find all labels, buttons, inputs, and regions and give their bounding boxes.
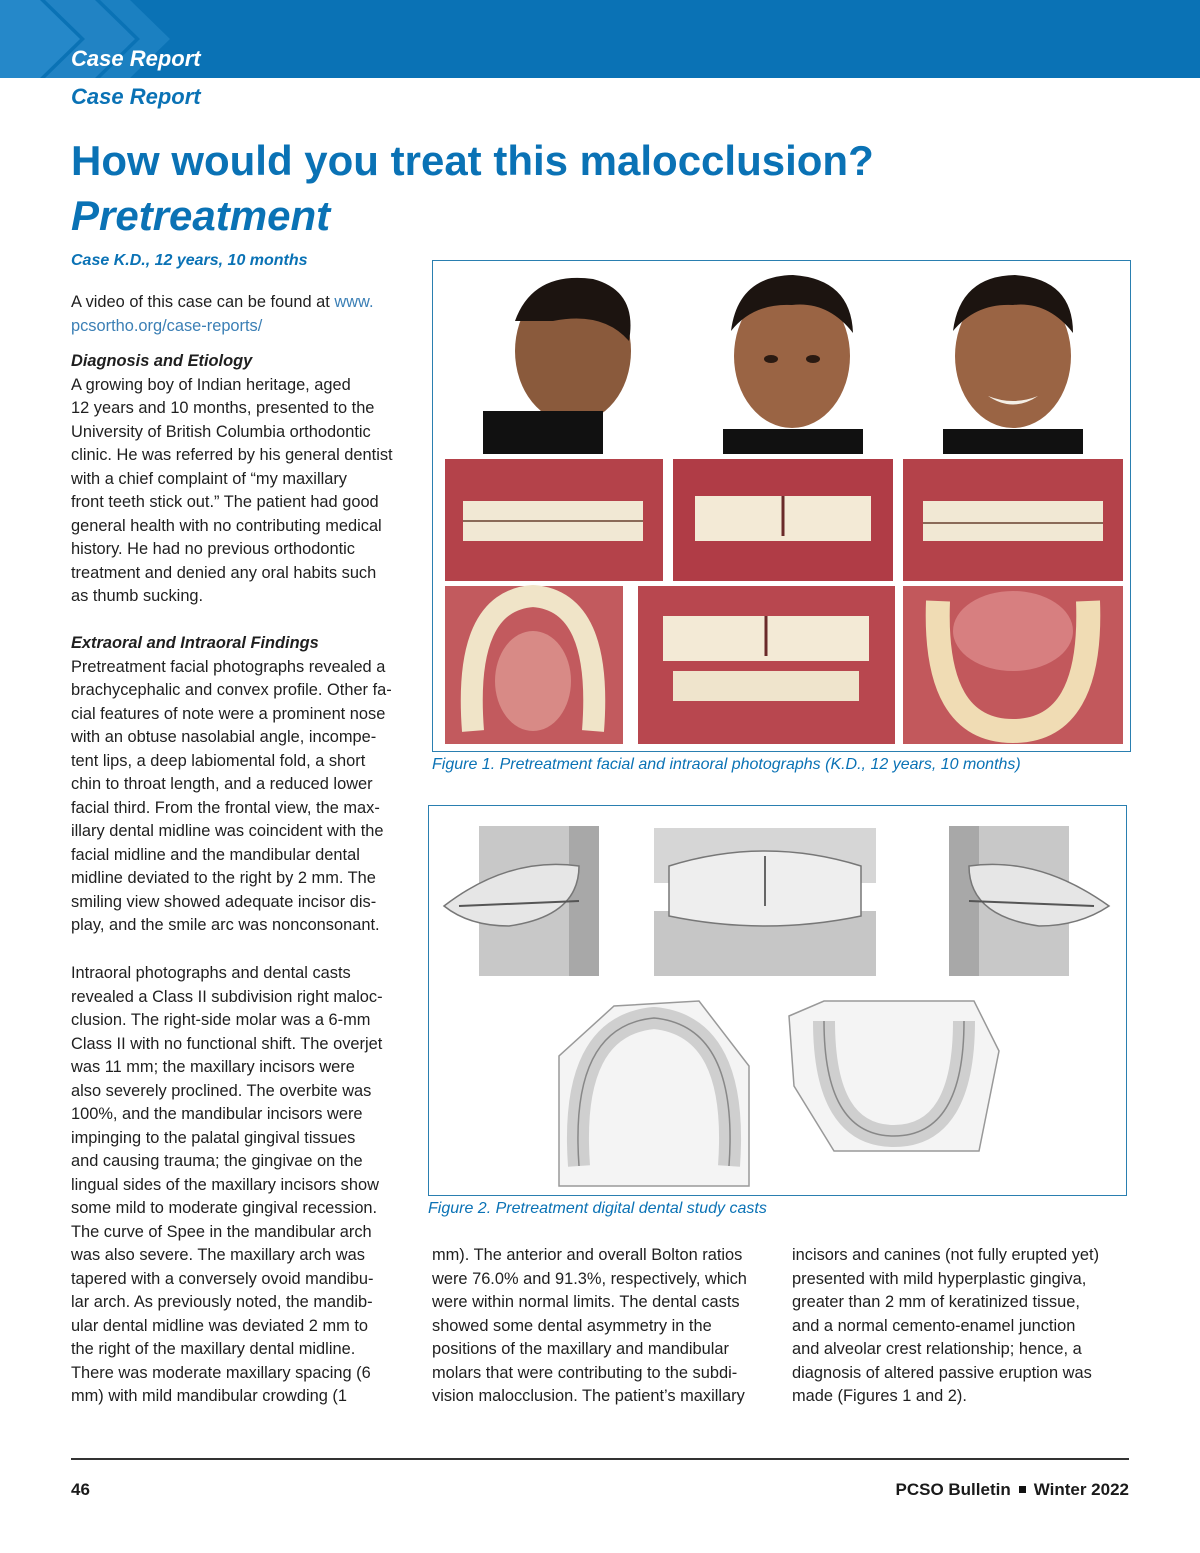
text-line: and a normal cemento-enamel junction xyxy=(792,1316,1076,1335)
text-line: clusion. The right-side molar was a 6-mm xyxy=(71,1011,371,1029)
text-line: lingual sides of the maxillary incisors show xyxy=(71,1175,379,1194)
cast-frontal-view xyxy=(654,828,876,976)
maxillary-occlusal-photo xyxy=(445,586,623,744)
text-line: and alveolar crest relationship; hence, a xyxy=(792,1340,1082,1358)
intraoral-open-photo xyxy=(638,586,895,744)
text-line: University of British Columbia orthodontic xyxy=(71,422,371,441)
text-line: was 11 mm; the maxillary incisors were xyxy=(71,1058,355,1076)
text-line: positions of the maxillary and mandibular xyxy=(432,1340,730,1358)
section-label: Case Report xyxy=(71,46,201,71)
separator-square-icon xyxy=(1019,1486,1026,1493)
text-line: tent lips, a deep labiomental fold, a short xyxy=(71,751,366,770)
intraoral-frontal-photo xyxy=(673,459,893,581)
video-link-part2[interactable]: pcsortho.org/case-reports/ xyxy=(71,316,263,335)
section-heading: Diagnosis and Etiology xyxy=(71,352,253,370)
cast-right-view xyxy=(444,826,599,976)
video-intro: A video of this case can be found at xyxy=(71,293,335,311)
text-line: front teeth stick out.” The patient had good xyxy=(71,493,379,511)
text-line: diagnosis of altered passive eruption was xyxy=(792,1363,1092,1382)
text-line: facial third. From the frontal view, the max- xyxy=(71,798,380,817)
column-2-text xyxy=(432,1244,772,1409)
text-line: general health with no contributing medical xyxy=(71,516,382,535)
text-line: made (Figures 1 and 2). xyxy=(792,1387,967,1405)
article-subtitle: Pretreatment xyxy=(71,192,331,239)
text-line: with an obtuse nasolabial angle, incompe- xyxy=(71,728,377,746)
text-line: the right of the maxillary dental midline. xyxy=(71,1340,356,1358)
text-line: Intraoral photographs and dental casts xyxy=(71,964,351,982)
text-line: mm). The anterior and overall Bolton ratios xyxy=(432,1246,743,1264)
text-line: Class II with no functional shift. The overjet xyxy=(71,1034,383,1053)
video-note xyxy=(71,291,411,338)
text-line: tapered with a conversely ovoid mandibu- xyxy=(71,1269,374,1288)
section-label-repeat: Case Report xyxy=(71,84,201,109)
text-line: and causing trauma; the gingivae on the xyxy=(71,1152,363,1170)
mandibular-occlusal-photo xyxy=(903,586,1123,744)
diagnosis-section xyxy=(71,350,411,609)
text-line: cial features of note were a prominent nose xyxy=(71,704,386,723)
intraoral-left-photo xyxy=(903,459,1123,581)
text-line: history. He had no previous orthodontic xyxy=(71,540,355,558)
intraoral-right-photo xyxy=(445,459,663,581)
cast-mandibular-occlusal xyxy=(789,1001,999,1151)
text-line: midline deviated to the right by 2 mm. The xyxy=(71,869,376,887)
text-line: molars that were contributing to the subdi- xyxy=(432,1363,738,1382)
case-id: Case K.D., 12 years, 10 months xyxy=(71,252,308,269)
text-line: ular dental midline was deviated 2 mm to xyxy=(71,1316,369,1335)
text-line: 12 years and 10 months, presented to the xyxy=(71,399,375,417)
text-line: impinging to the palatal gingival tissues xyxy=(71,1128,356,1147)
page-number: 46 xyxy=(71,1480,90,1499)
text-line: some mild to moderate gingival recession. xyxy=(71,1199,378,1217)
text-line: 100%, and the mandibular incisors were xyxy=(71,1105,363,1123)
text-line: also severely proclined. The overbite was xyxy=(71,1081,372,1100)
publication-name: PCSO Bulletin xyxy=(895,1480,1011,1499)
smiling-photo xyxy=(915,269,1123,454)
text-line: chin to throat length, and a reduced lower xyxy=(71,775,373,793)
text-line: presented with mild hyperplastic gingiva, xyxy=(792,1269,1087,1288)
text-line: were within normal limits. The dental casts xyxy=(432,1293,740,1311)
issue-name: Winter 2022 xyxy=(1033,1480,1129,1499)
figure-1-caption: Figure 1. Pretreatment facial and intraoral photographs (K.D., 12 years, 10 months) xyxy=(432,756,1021,773)
text-line: brachycephalic and convex profile. Other fa- xyxy=(71,681,392,699)
publication-info xyxy=(895,1480,1129,1500)
text-line: was also severe. The maxillary arch was xyxy=(71,1246,365,1264)
text-line: incisors and canines (not fully erupted yet) xyxy=(792,1246,1100,1264)
intraoral-paragraph xyxy=(71,962,411,1409)
findings-section xyxy=(71,632,411,938)
video-link-part1[interactable]: www. xyxy=(334,293,374,311)
figure-2-casts xyxy=(429,806,1126,1195)
figure-1 xyxy=(432,260,1131,752)
text-line: vision malocclusion. The patient’s maxillary xyxy=(432,1387,745,1405)
footer-divider xyxy=(71,1458,1129,1460)
cast-left-view xyxy=(949,826,1109,976)
text-line: showed some dental asymmetry in the xyxy=(432,1316,712,1335)
frontal-photo xyxy=(681,269,903,454)
text-line: with a chief complaint of “my maxillary xyxy=(71,469,347,488)
text-line: smiling view showed adequate incisor dis- xyxy=(71,892,377,911)
figure-1-photos xyxy=(433,261,1130,751)
text-line: were 76.0% and 91.3%, respectively, which xyxy=(432,1269,747,1288)
text-line: as thumb sucking. xyxy=(71,587,204,605)
section-heading: Extraoral and Intraoral Findings xyxy=(71,634,319,652)
profile-photo xyxy=(445,269,667,454)
text-line: clinic. He was referred by his general dentist xyxy=(71,446,393,464)
text-line: There was moderate maxillary spacing (6 xyxy=(71,1363,371,1382)
text-line: Pretreatment facial photographs revealed a xyxy=(71,657,386,676)
text-line: greater than 2 mm of keratinized tissue, xyxy=(792,1293,1080,1311)
text-line: illary dental midline was coincident with the xyxy=(71,822,384,840)
figure-2 xyxy=(428,805,1127,1196)
text-line: revealed a Class II subdivision right maloc- xyxy=(71,987,383,1006)
text-line: A growing boy of Indian heritage, aged xyxy=(71,375,351,394)
text-line: lar arch. As previously noted, the mandib- xyxy=(71,1293,373,1311)
article-title: How would you treat this malocclusion? xyxy=(71,137,874,184)
text-line: facial midline and the mandibular dental xyxy=(71,845,360,864)
figure-2-caption: Figure 2. Pretreatment digital dental study casts xyxy=(428,1200,767,1217)
text-line: The curve of Spee in the mandibular arch xyxy=(71,1222,372,1241)
column-3-text xyxy=(792,1244,1132,1409)
text-line: mm) with mild mandibular crowding (1 xyxy=(71,1387,347,1405)
text-line: play, and the smile arc was nonconsonant. xyxy=(71,916,380,934)
cast-maxillary-occlusal xyxy=(559,1001,749,1186)
text-line: treatment and denied any oral habits such xyxy=(71,563,377,582)
